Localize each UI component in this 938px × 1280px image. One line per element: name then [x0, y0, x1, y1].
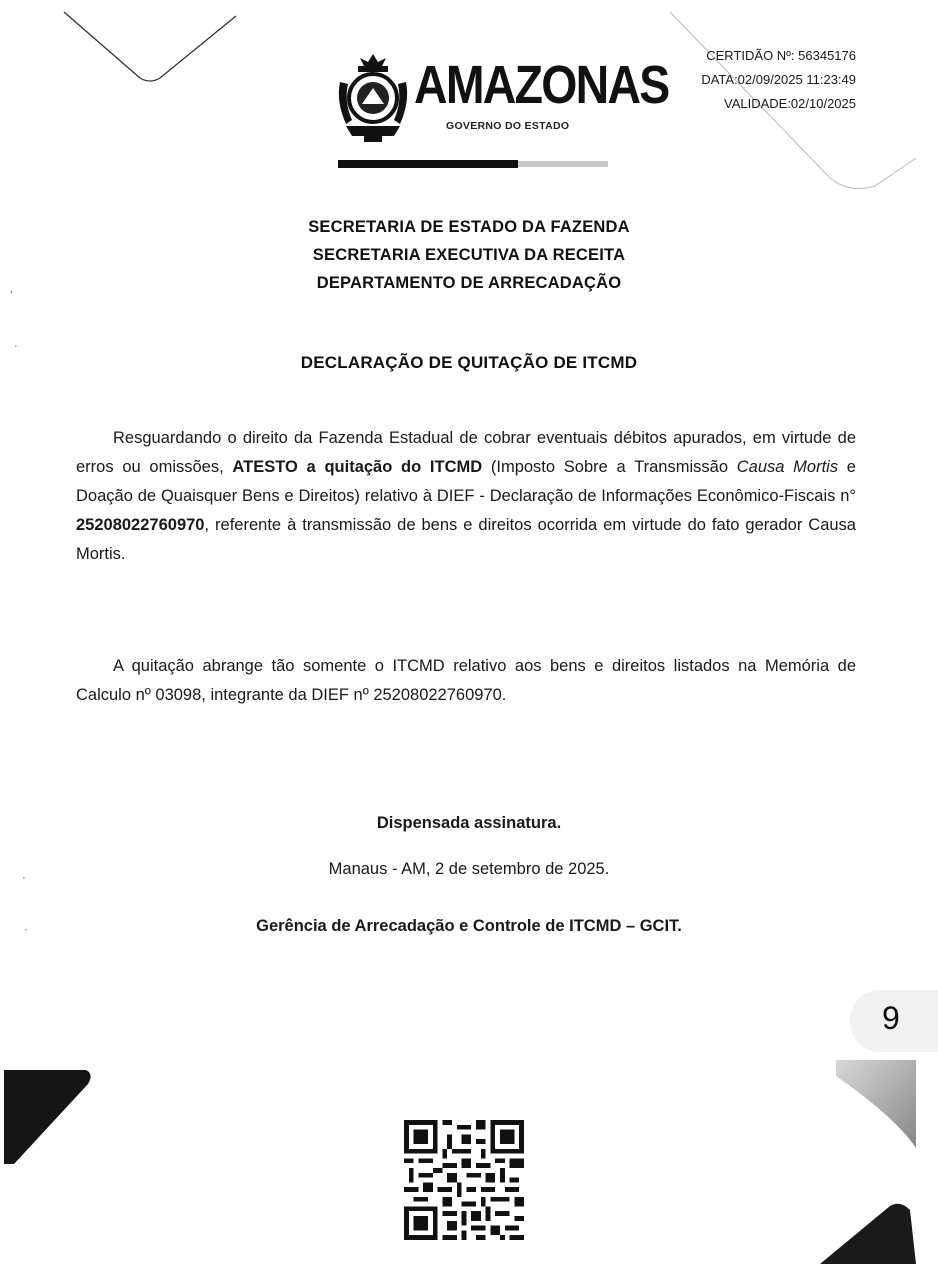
paragraph-text: e Doação de Quaisquer Bens e Direitos) relativo à DIEF - Declaração de Informações Econômico-Fiscais n°	[76, 458, 856, 505]
document-title: DECLARAÇÃO DE QUITAÇÃO DE ITCMD	[300, 353, 638, 372]
fold-crease-top-left	[60, 8, 240, 88]
scan-speck: ·	[14, 340, 18, 352]
scan-speck: ʼ	[10, 290, 13, 302]
logo-subtitle: GOVERNO DO ESTADO	[446, 120, 570, 132]
scan-shadow-corner-right	[836, 1058, 920, 1150]
signature-note: Dispensada assinatura.	[376, 814, 562, 832]
amazonas-coat-of-arms-icon	[334, 52, 412, 144]
paragraph-text: , referente à transmissão de bens e direitos ocorrida em virtude do fato gerador Causa Mortis.	[76, 516, 856, 563]
heading-departamento: DEPARTAMENTO DE ARRECADAÇÃO	[316, 274, 622, 292]
certificate-number: CERTIDÃO Nº: 56345176	[706, 48, 856, 63]
paragraph-abrangencia: A quitação abrange tão somente o ITCMD relativo aos bens e direitos listados na Memória de Calculo nº 03098, integrante da DIEF nº 25208022760970.	[76, 657, 856, 704]
scan-shadow-corner-bottom-right	[818, 1200, 918, 1268]
government-logo	[334, 52, 669, 152]
heading-secretaria-fazenda: SECRETARIA DE ESTADO DA FAZENDA	[308, 218, 630, 236]
header-rule-accent	[518, 161, 608, 167]
scan-speck: ·	[22, 872, 26, 884]
certificate-meta	[701, 44, 856, 116]
qr-code-icon	[404, 1120, 524, 1240]
paragraph-text: Resguardando o direito da Fazenda Estadual de cobrar eventuais débitos apurados, em virtude de erros ou omissões,	[76, 429, 856, 476]
place-date: Manaus - AM, 2 de setembro de 2025.	[328, 860, 610, 878]
logo-wordmark: AMAZONAS	[414, 55, 669, 115]
paragraph-atesto	[76, 424, 856, 569]
certificate-date: DATA:02/09/2025 11:23:49	[701, 72, 856, 87]
scan-shadow-corner-bottom-left	[4, 1068, 94, 1168]
dief-number: 25208022760970	[76, 516, 205, 534]
heading-secretaria-receita: SECRETARIA EXECUTIVA DA RECEITA	[312, 246, 626, 264]
paragraph-text: (Imposto Sobre a Transmissão	[482, 458, 737, 476]
causa-mortis-italic: Causa Mortis	[736, 458, 839, 476]
certificate-validity: VALIDADE:02/10/2025	[723, 96, 856, 111]
issuer: Gerência de Arrecadação e Controle de ITCMD – GCIT.	[256, 917, 682, 935]
header-rule	[338, 160, 518, 168]
page-number: 9	[882, 1000, 900, 1036]
scan-speck: ·	[24, 924, 28, 936]
atesto-emphasis: ATESTO a quitação do ITCMD	[232, 458, 483, 476]
